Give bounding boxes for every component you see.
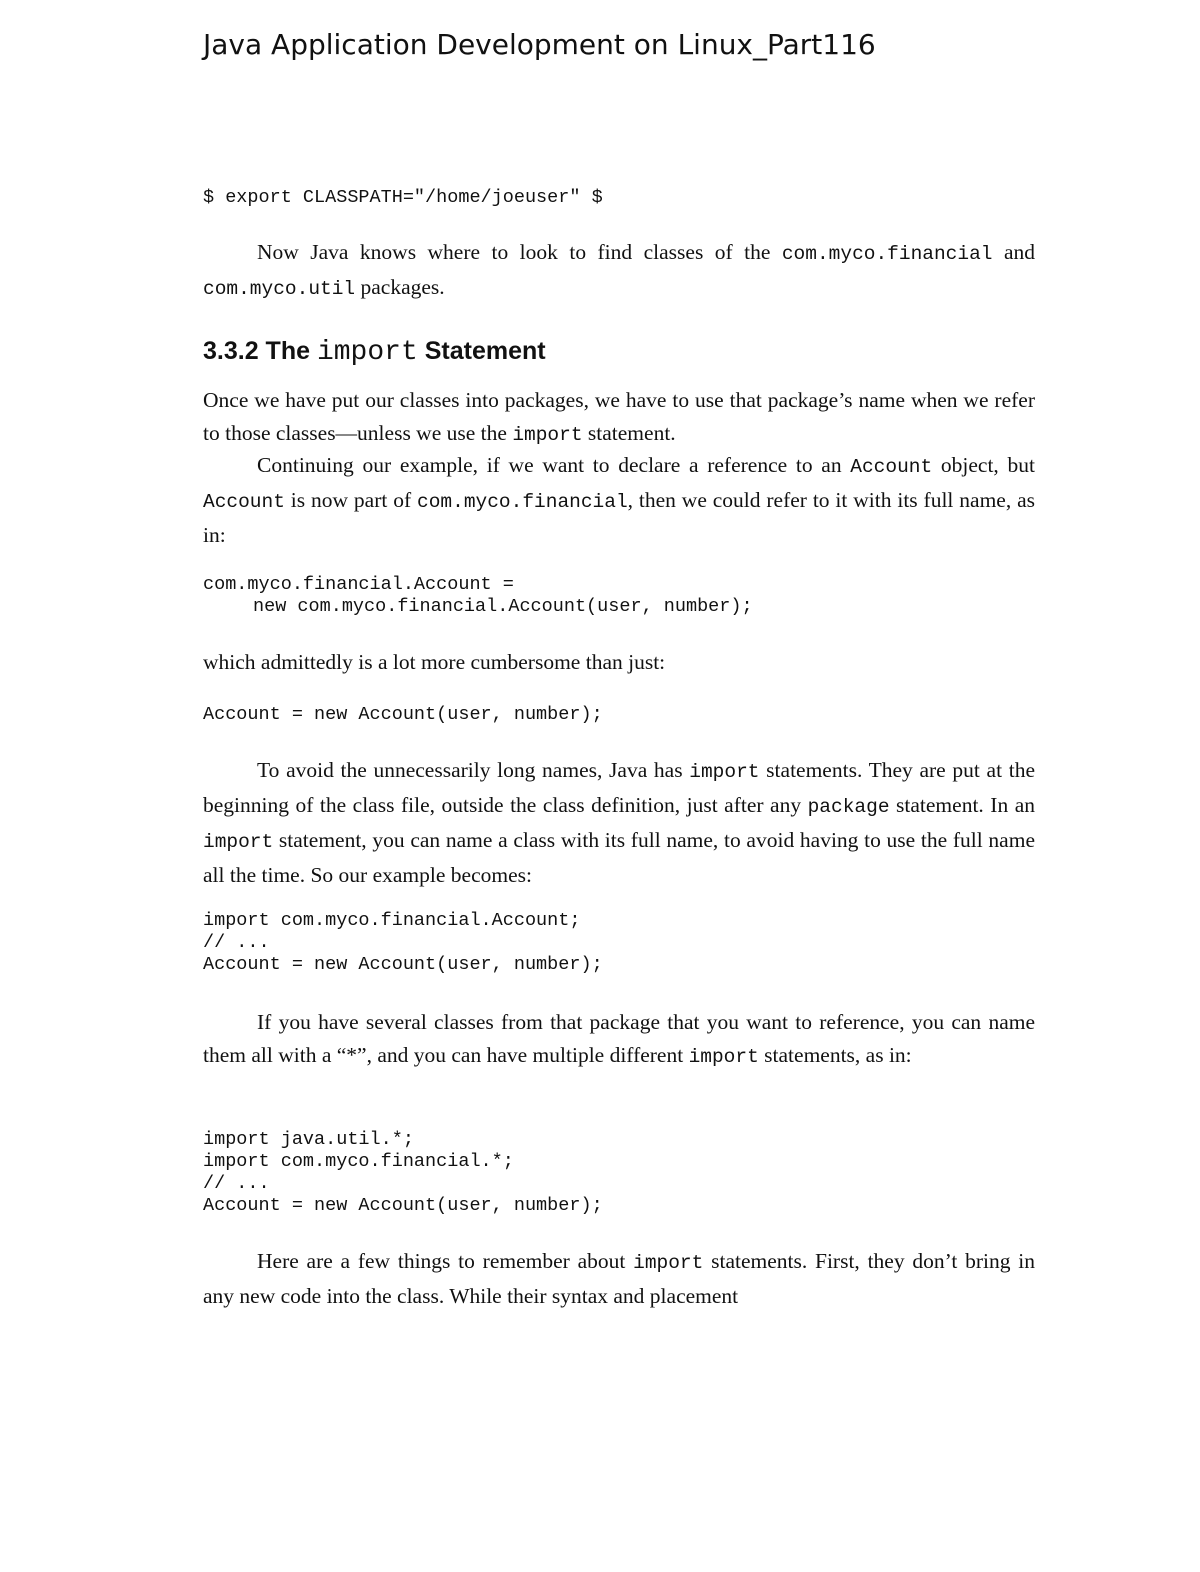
code-line: // ... (203, 1173, 270, 1194)
paragraph-text: Once we have put our classes into packages, we have to use that package’s name when we refer to those classes—unless we use the (203, 388, 1035, 445)
code-line: Account = new Account(user, number); (203, 954, 603, 975)
paragraph-once (203, 384, 1035, 452)
inline-code: com.myco.financial (417, 491, 628, 513)
heading-prefix: 3.3.2 The (203, 337, 317, 365)
inline-code: package (807, 796, 890, 818)
inline-code: Account (203, 491, 285, 513)
inline-code: import (512, 424, 583, 446)
inline-code: com.myco.financial (781, 243, 993, 265)
code-line: Account = new Account(user, number); (203, 704, 603, 725)
code-line: import java.util.*; (203, 1129, 414, 1150)
paragraph-text: , then we could refer to it with its full name, as in: (203, 488, 1036, 547)
code-line: Account = new Account(user, number); (203, 1195, 603, 1216)
paragraph-text: To avoid the unnecessarily long names, Java has (257, 758, 690, 782)
code-line: import com.myco.financial.Account; (203, 910, 581, 931)
paragraph-text: Continuing our example, if we want to declare a reference to an (257, 453, 851, 477)
heading-suffix: Statement (417, 337, 546, 365)
paragraph-text: is now part of (284, 488, 418, 512)
inline-code: import (203, 831, 274, 853)
paragraph-text: Here are a few things to remember about (257, 1249, 634, 1273)
paragraph-text: If you have several classes from that package that you want to reference, you can name them all with a “*”, and you can have multiple different (203, 1010, 1035, 1067)
document-title: Java Application Development on Linux_Part116 (203, 28, 876, 61)
code-import-multi (203, 1129, 1035, 1217)
inline-code: Account (850, 456, 933, 478)
paragraph-text: statements. They are put at the beginning of the class file, outside the class definition, just after any (203, 758, 1036, 817)
code-shell-command (203, 187, 1035, 209)
inline-code: import (688, 1046, 759, 1068)
paragraph-text: statements. First, they don’t bring in any new code into the class. While their syntax and placement (203, 1249, 1035, 1308)
heading-code-word: import (316, 337, 418, 368)
code-line: com.myco.financial.Account = (203, 574, 514, 595)
code-short (203, 704, 1035, 726)
inline-code: com.myco.util (203, 278, 356, 300)
code-line: import com.myco.financial.*; (203, 1151, 514, 1172)
paragraph-text: Now Java knows where to look to find classes of the (257, 240, 782, 264)
paragraph-several (203, 1006, 1035, 1074)
inline-code: import (633, 1252, 704, 1274)
inline-code: import (689, 761, 760, 783)
code-full-name (203, 574, 1035, 618)
paragraph-here (203, 1245, 1035, 1313)
paragraph-cumbersome: which admittedly is a lot more cumbersome than just: (203, 650, 666, 674)
paragraph-text: packages. (355, 275, 445, 299)
paragraph-text: and (992, 240, 1035, 264)
paragraph-avoid (203, 754, 1035, 892)
paragraph-text: statement, you can name a class with its full name, to avoid having to use the full name all the time. So our example becomes: (203, 828, 1035, 887)
paragraph-text: object, but (932, 453, 1035, 477)
paragraph-text: statement. In an (889, 793, 1035, 817)
paragraph-text: statements, as in: (758, 1043, 912, 1067)
paragraph-continuing (203, 449, 1035, 552)
paragraph-now-java (203, 236, 1035, 306)
code-line: new com.myco.financial.Account(user, number); (253, 596, 753, 617)
code-line: $ export CLASSPATH="/home/joeuser" $ (203, 187, 603, 208)
section-heading (203, 337, 1035, 368)
code-line: // ... (203, 932, 270, 953)
code-import-single (203, 910, 1035, 976)
paragraph-text: statement. (582, 421, 676, 445)
